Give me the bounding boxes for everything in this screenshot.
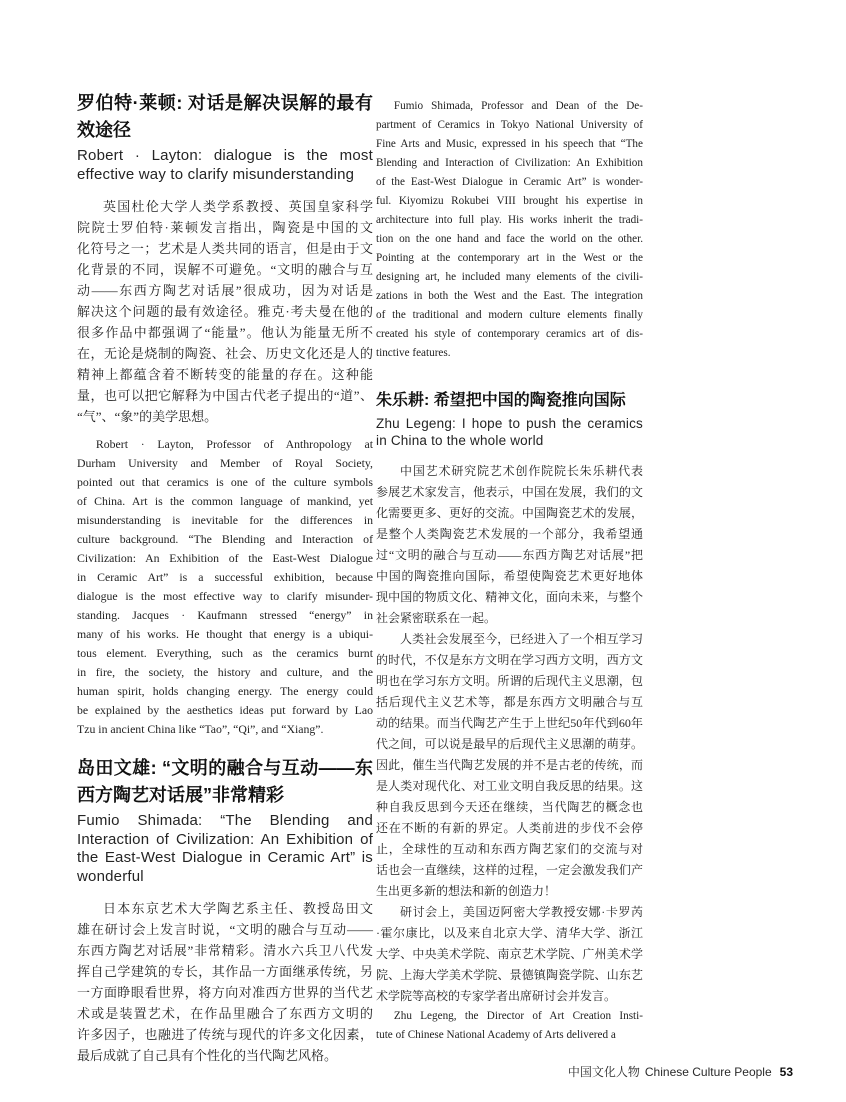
text-line: 括后现代主义艺术等，都是东西方文明融合与互 xyxy=(376,695,643,709)
text-line: 明也在学习东方文明。所谓的后现代主义思潮，包 xyxy=(376,674,643,688)
text-line: 中国艺术研究院艺术创作院院长朱乐耕代表 xyxy=(400,464,643,478)
text-line: Civilization: An Exhibition of the East-West Dialogue xyxy=(77,551,373,565)
text-line: Durham University and Member of Royal Society, xyxy=(77,456,373,470)
text-line: Fumio Shimada, Professor and Dean of the De- xyxy=(393,100,643,112)
text-line: 化需要更多、更好的交流。中国陶瓷艺术的发展， xyxy=(376,506,643,520)
text-line: “气”、“象”的美学思想。 xyxy=(77,409,218,424)
text-line: 最后成就了自己具有个性化的当代陶艺风格。 xyxy=(77,1048,338,1063)
text-line: designing art, he included many elements of the civili- xyxy=(376,271,643,283)
text-line: human spirit, holds changing energy. The energy could xyxy=(77,684,373,698)
text-line: 现中国的物质文化、精神文化，面向未来，与整个 xyxy=(376,590,643,604)
text-line: 代之间，可以说是最早的后现代主义思潮的萌芽。 xyxy=(376,737,643,751)
text-line: zations in both the West and the East. The integration xyxy=(376,290,643,302)
text-line: tion on the one hand and face the world on the other. xyxy=(376,233,643,245)
text-line: Pointing at the contemporary art in the West or the xyxy=(376,252,643,264)
left-column xyxy=(77,90,373,1066)
text-line: 过“文明的融合与互动——东西方陶艺对话展”把 xyxy=(376,548,643,562)
text-line: 挥自己学建筑的专长，其作品一方面继承传统，另 xyxy=(77,964,373,979)
article-zhu xyxy=(376,389,643,1045)
text-line: 中国的陶瓷推向国际，希望使陶瓷艺术更好地体 xyxy=(376,569,643,583)
text-line: 解决这个问题的最有效途径。雅克·考夫曼在他的 xyxy=(77,304,373,319)
text-line: 在，无论是烧制的陶瓷、社会、历史文化还是人的 xyxy=(77,346,373,361)
article-layton-paragraph-en xyxy=(77,435,373,739)
magazine-title-en: Chinese Culture People xyxy=(644,1065,772,1079)
text-line: standing. Jacques · Kaufmann stressed “energy” in xyxy=(77,608,373,622)
text-line: dialogue is the most effective way to clarify misunder- xyxy=(77,589,373,603)
text-line: be explained by the aesthetics ideas put forward by Lao xyxy=(77,703,373,717)
text-line: tinctive features. xyxy=(376,347,451,359)
text-line: 的时代，不仅是东方文明在学习西方文明，西方文 xyxy=(376,653,643,667)
article-shimada xyxy=(77,755,373,1066)
text-line: 化符号之一；艺术是人类共同的语言，但是由于文 xyxy=(77,241,373,256)
text-line: 是人类对现代化、对工业文明自我反思的结果。这 xyxy=(376,779,643,793)
article-shimada-heading-cn: 岛田文雄: “文明的融合与互动——东西方陶艺对话展”非常精彩 xyxy=(77,758,373,805)
text-line: 还在不断的有新的界定。人类前进的步伐不会停 xyxy=(376,821,643,835)
article-layton xyxy=(77,90,373,739)
page-number: 53 xyxy=(779,1065,793,1079)
text-line: 院、上海大学美术学院、景德镇陶瓷学院、山东艺 xyxy=(376,968,643,982)
article-layton-heading-cn: 罗伯特·莱顿: 对话是解决误解的最有效途径 xyxy=(77,93,373,140)
article-zhu-paragraph-2-cn xyxy=(376,629,643,902)
text-line: tute of Chinese National Academy of Arts delivered a xyxy=(376,1029,616,1041)
text-line: 雄在研讨会上发言时说，“文明的融合与互动—— xyxy=(77,922,373,937)
article-shimada-heading-en: Fumio Shimada: “The Blending and Interaction of Civilization: An Exhibition of the East-West Dialogue in Ceramic Art” is wonderful xyxy=(77,812,373,885)
article-zhu-paragraph-1-cn xyxy=(376,461,643,629)
shimada-speech-paragraph-en xyxy=(376,97,643,363)
text-line: 社会紧密联系在一起。 xyxy=(376,611,497,625)
text-line: misunderstanding is inevitable for the differences in xyxy=(77,513,373,527)
text-line: architecture into full play. His works inherit the tradi- xyxy=(376,214,643,226)
text-line: ful. Kiyomizu Rokubei VIII brought his expertise in xyxy=(376,195,643,207)
text-line: of China. Art is the common language of mankind, yet xyxy=(77,494,373,508)
article-zhu-heading-cn: 朱乐耕: 希望把中国的陶瓷推向国际 xyxy=(376,392,626,409)
text-line: 生出更多新的想法和新的创造力！ xyxy=(376,884,557,898)
text-line: 参展艺术家发言，他表示，中国在发展，我们的文 xyxy=(376,485,643,499)
text-line: Tzu in ancient China like “Tao”, “Qi”, and “Xiang”. xyxy=(77,722,324,736)
text-line: 精神上都蕴含着不断转变的能量的存在。这种能 xyxy=(77,367,373,382)
text-line: 术学院等高校的专家学者出席研讨会并发言。 xyxy=(376,989,617,1003)
text-line: Blending and Interaction of Civilization: An Exhibition xyxy=(376,157,643,169)
text-line: in Ceramic Art” is a successful exhibition, because xyxy=(77,570,373,584)
text-line: 是整个人类陶瓷艺术发展的一个部分，我希望通 xyxy=(376,527,643,541)
page-footer xyxy=(568,1063,793,1080)
text-line: 院院士罗伯特·莱顿发言指出，陶瓷是中国的文 xyxy=(77,220,373,235)
text-line: 大学、中央美术学院、南京艺术学院、广州美术学 xyxy=(376,947,643,961)
article-zhu-paragraph-en xyxy=(376,1007,643,1045)
text-line: 人类社会发展至今，已经进入了一个相互学习 xyxy=(400,632,643,646)
text-line: Robert · Layton, Professor of Anthropology at xyxy=(95,437,373,451)
text-line: 许多因子，也融进了传统与现代的许多文化因素， xyxy=(77,1027,373,1042)
article-layton-heading-en: Robert · Layton: dialogue is the most effective way to clarify misunderstanding xyxy=(77,147,373,183)
text-line: pointed out that ceramics is one of the culture symbols xyxy=(77,475,373,489)
text-line: Fine Arts and Music, expressed in his speech that “The xyxy=(376,138,643,150)
text-line: of the traditional and modern culture elements finally xyxy=(376,309,643,321)
text-line: 因此，催生当代陶艺发展的并不是古老的传统，而 xyxy=(376,758,643,772)
article-layton-paragraph-cn xyxy=(77,196,373,427)
text-line: ·霍尔康比，以及来自北京大学、清华大学、浙江 xyxy=(376,926,643,940)
text-line: of the East-West Dialogue in Ceramic Art” is wonder- xyxy=(376,176,643,188)
text-line: 很多作品中都强调了“能量”。他认为能量无所不 xyxy=(77,325,373,340)
text-line: 一方面睁眼看世界，将方向对准西方世界的当代艺 xyxy=(77,985,373,1000)
text-line: culture background. “The Blending and Interaction of xyxy=(77,532,373,546)
article-zhu-heading-en: Zhu Legeng: I hope to push the ceramics in China to the whole world xyxy=(376,416,643,448)
text-line: 止，全球性的互动和东西方陶艺家们的交流与对 xyxy=(376,842,643,856)
article-shimada-paragraph-cn xyxy=(77,898,373,1066)
text-line: 日本东京艺术大学陶艺系主任、教授岛田文 xyxy=(103,901,373,916)
text-line: 术或是装置艺术，在作品里融合了东西方文明的 xyxy=(77,1006,373,1021)
text-line: 化背景的不同，误解不可避免。“文明的融合与互 xyxy=(77,262,373,277)
text-line: tous element. Everything, such as the ceramics burnt xyxy=(77,646,373,660)
article-zhu-paragraph-3-cn xyxy=(376,902,643,1007)
text-line: created his style of contemporary ceramics art of dis- xyxy=(376,328,643,340)
magazine-title-cn: 中国文化人物 xyxy=(567,1065,640,1079)
text-line: in fire, the society, the history and culture, and the xyxy=(77,665,373,679)
text-line: 话也会一直继续，这样的过程，一定会激发我们产 xyxy=(376,863,643,877)
text-line: 英国杜伦大学人类学系教授、英国皇家科学 xyxy=(103,199,373,214)
text-line: Zhu Legeng, the Director of Art Creation Insti- xyxy=(393,1010,643,1022)
right-column xyxy=(376,97,643,1045)
text-line: 研讨会上，美国迈阿密大学教授安娜·卡罗芮 xyxy=(400,905,643,919)
text-line: 量，也可以把它解释为中国古代老子提出的“道”、 xyxy=(77,388,373,403)
text-line: 东西方陶艺对话展”非常精彩。清水六兵卫八代发 xyxy=(77,943,373,958)
text-line: partment of Ceramics in Tokyo National University of xyxy=(376,119,643,131)
text-line: many of his works. He thought that energy is a ubiqui- xyxy=(77,627,373,641)
text-line: 动——东西方陶艺对话展”很成功，因为对话是 xyxy=(77,283,373,298)
text-line: 种自我反思到今天还在继续，当代陶艺的概念也 xyxy=(376,800,643,814)
text-line: 动的结果。而当代陶艺产生于上世纪50年代到60年 xyxy=(376,716,643,730)
